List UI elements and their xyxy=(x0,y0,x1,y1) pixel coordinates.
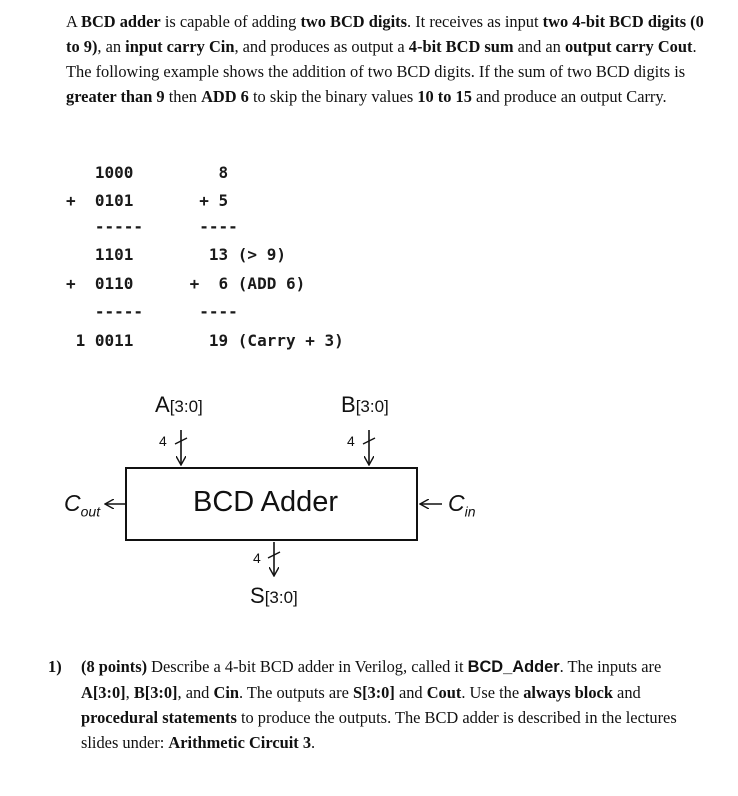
input-a-label xyxy=(155,392,203,418)
question-text: . The outputs are xyxy=(239,683,353,702)
cin-label xyxy=(448,490,476,520)
intro-bold: input carry Cin xyxy=(125,37,235,56)
question-text: . The inputs are xyxy=(559,657,662,676)
cin-sub: in xyxy=(464,503,476,520)
intro-bold: greater than 9 xyxy=(66,87,165,106)
binary-divider-2: ----- xyxy=(66,302,144,321)
question-bold: S[3:0] xyxy=(352,683,395,702)
output-s-label xyxy=(250,583,298,609)
input-b-name: B xyxy=(341,392,356,417)
input-b-width: 4 xyxy=(347,433,355,449)
input-a-range: [3:0] xyxy=(169,397,203,416)
question-text: Describe a 4-bit BCD adder in Verilog, called it xyxy=(147,657,468,676)
binary-row-1: 1000 xyxy=(66,163,134,182)
cout-label xyxy=(64,490,100,520)
intro-paragraph xyxy=(66,9,706,109)
intro-text: and produce an output Carry. xyxy=(471,87,667,106)
bcd-adder-diagram xyxy=(0,380,738,620)
input-b-label xyxy=(341,392,389,418)
intro-text: . The following example shows the addition of two BCD digits. If the sum of two BCD digits is xyxy=(66,37,697,81)
question-bold: Arithmetic Circuit 3 xyxy=(168,733,312,752)
binary-row-5: + 0110 xyxy=(66,274,134,293)
intro-bold: BCD adder xyxy=(81,12,161,31)
input-b-range: [3:0] xyxy=(355,397,389,416)
output-s-name: S xyxy=(250,583,265,608)
decimal-row-1: 8 xyxy=(180,163,229,182)
decimal-divider-2: ---- xyxy=(180,302,238,321)
intro-bold: 4-bit BCD sum xyxy=(408,37,514,56)
question-text: , xyxy=(125,683,134,702)
intro-text: , an xyxy=(97,37,126,56)
question-bold: procedural statements xyxy=(81,708,237,727)
output-s-range: [3:0] xyxy=(264,588,298,607)
binary-row-4: 1101 xyxy=(66,245,134,264)
intro-bold: output carry Cout xyxy=(564,37,693,56)
decimal-result: 19 (Carry + 3) xyxy=(180,331,344,350)
intro-bold: two BCD digits xyxy=(300,12,408,31)
output-s-width: 4 xyxy=(253,550,261,566)
decimal-row-5: + 6 (ADD 6) xyxy=(180,274,306,293)
intro-text: to skip the binary values xyxy=(248,87,418,106)
intro-bold: 10 to 15 xyxy=(417,87,472,106)
binary-divider-1: ----- xyxy=(66,217,144,236)
question-bold: (8 points) xyxy=(81,657,148,676)
question-text: , and xyxy=(177,683,214,702)
question-bold: B[3:0] xyxy=(133,683,178,702)
question-text: and xyxy=(612,683,641,702)
decimal-row-4: 13 (> 9) xyxy=(180,245,286,264)
intro-text: and an xyxy=(513,37,565,56)
intro-text: is capable of adding xyxy=(160,12,301,31)
question-bold: Cin xyxy=(213,683,239,702)
input-a-name: A xyxy=(155,392,170,417)
question-bold: A[3:0] xyxy=(81,683,126,702)
block-label: BCD Adder xyxy=(193,486,339,518)
input-a-width: 4 xyxy=(159,433,167,449)
intro-text: . It receives as input xyxy=(407,12,543,31)
intro-bold: ADD 6 xyxy=(201,87,249,106)
binary-row-2: + 0101 xyxy=(66,191,134,210)
cin-main: C xyxy=(448,490,465,516)
question-text: . xyxy=(311,733,316,752)
question-text: to produce the outputs. The BCD adder is described in the lectures slides under: xyxy=(81,708,677,752)
intro-text: , and produces as output a xyxy=(234,37,409,56)
question-bold: always block xyxy=(523,683,613,702)
intro-bold: two 4-bit BCD digits (0 to 9) xyxy=(66,12,704,56)
question-number: 1) xyxy=(48,657,62,676)
intro-text: A xyxy=(66,12,82,31)
cout-sub: out xyxy=(80,503,101,520)
cout-main: C xyxy=(64,490,81,516)
question-bold: Cout xyxy=(426,683,462,702)
question-1 xyxy=(48,654,708,755)
decimal-divider-1: ---- xyxy=(180,217,238,236)
module-name: BCD_Adder xyxy=(467,658,560,676)
decimal-row-2: + 5 xyxy=(180,191,229,210)
binary-result: 1 0011 xyxy=(66,331,134,350)
question-text: . Use the xyxy=(461,683,524,702)
question-text: and xyxy=(394,683,427,702)
intro-text: then xyxy=(164,87,202,106)
question-body xyxy=(81,654,708,755)
